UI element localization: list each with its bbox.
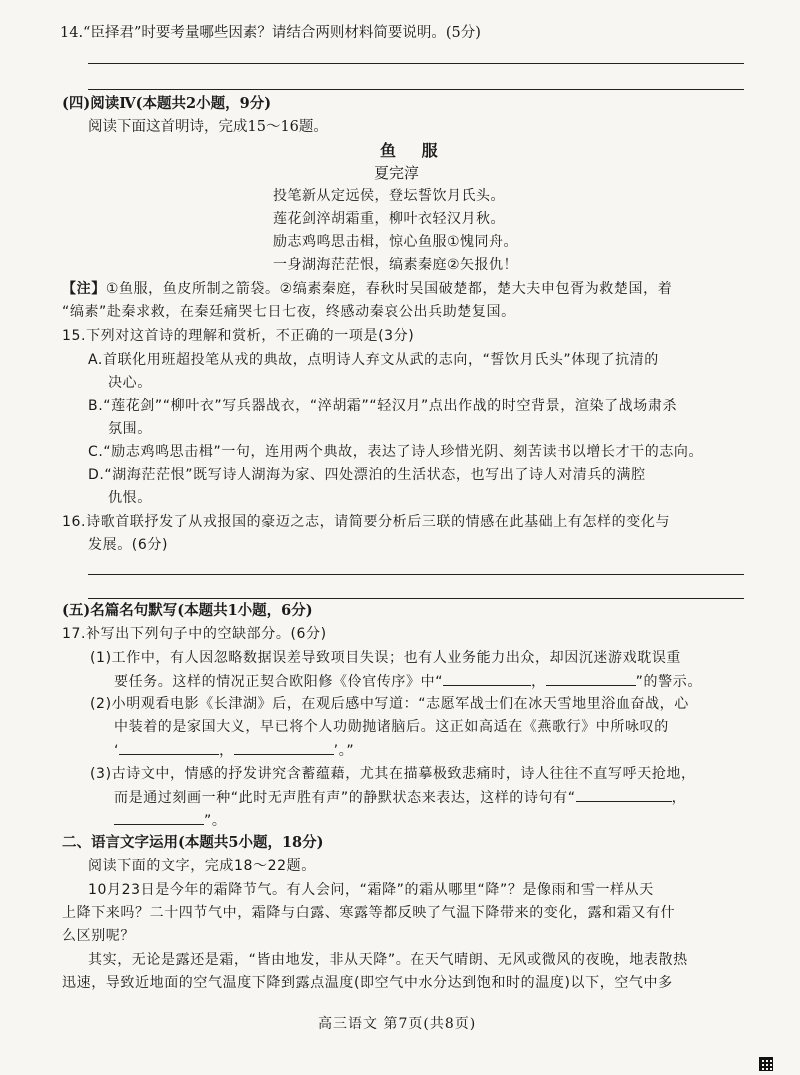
part-2-heading: 二、语言文字运用(本题共5小题，18分) <box>62 834 324 851</box>
fill-blank[interactable] <box>119 740 219 755</box>
qr-code-icon <box>759 1057 773 1071</box>
fill-blank[interactable] <box>114 810 204 825</box>
paragraph-2-line: 迅速，导致近地面的空气温度下降到露点温度(即空气中水分达到饱和时的温度)以下，空气中多 <box>62 975 673 991</box>
poem-note-cont: “缟素”赴秦求救，在秦廷痛哭七日七夜，终感动秦哀公出兵助楚复国。 <box>62 304 516 320</box>
q17-item-3-close: ”。 <box>204 813 227 829</box>
note-text: ①鱼服，鱼皮所制之箭袋。②缟素秦庭，春秋时吴国破楚都，楚大夫申包胥为救楚国，着 <box>105 281 673 297</box>
paragraph-1: 10月23日是今年的霜降节气。有人会问，“霜降”的霜从哪里“降”？是像雨和雪一样从天 <box>88 882 654 898</box>
q17-item-3-text: 而是通过刻画一种“此时无声胜有声”的静默状态来表达，这样的诗句有“ <box>114 790 576 806</box>
answer-line <box>88 598 744 599</box>
q17-item-3-end <box>114 810 226 831</box>
quote-close: ’。” <box>333 743 355 759</box>
page-footer: 高三语文 第7页(共8页) <box>318 1016 477 1032</box>
poem-title: 鱼 服 <box>380 141 448 160</box>
option-c: C.“励志鸡鸣思击楫”一句，连用两个典故，表达了诗人珍惜光阴、刻苦读书以增长才干的志向。 <box>88 444 704 460</box>
q17-item-2-sep: ， <box>219 743 234 759</box>
fill-blank[interactable] <box>576 787 672 802</box>
fill-blank[interactable] <box>443 671 531 686</box>
option-b: B.“莲花剑”“柳叶衣”写兵器战衣，“淬胡霜”“轻汉月”点出作战的时空背景，渲染了战场肃杀 <box>88 398 678 414</box>
q17-item-2-cont: 中装着的是家国大义，早已将个人功勋抛诸脑后。这正如高适在《燕歌行》中所咏叹的 <box>114 719 669 735</box>
poem-line: 莲花剑淬胡霜重，柳叶衣轻汉月秋。 <box>273 211 505 227</box>
poem-author: 夏完淳 <box>374 164 420 182</box>
q17-item-2: (2)小明观看电影《长津湖》后，在观后感中写道：“志愿军战士们在冰天雪地里浴血奋战，心 <box>90 696 689 712</box>
question-14: 14.“臣择君”时要考量哪些因素？请结合两则材料简要说明。(5分) <box>60 25 481 41</box>
poem-line: 投笔新从定远侯，登坛誓饮月氏头。 <box>273 188 505 204</box>
option-d-cont: 仇恨。 <box>108 490 152 506</box>
question-17: 17.补写出下列句子中的空缺部分。(6分) <box>62 626 327 642</box>
note-label: 【注】 <box>62 281 106 297</box>
option-b-cont: 氛围。 <box>108 421 152 437</box>
paragraph-2: 其实，无论是露还是霜，“皆由地发，非从天降”。在天气晴朗、无风或微风的夜晚，地表散热 <box>88 952 688 968</box>
q17-item-2-blanks <box>114 740 354 761</box>
answer-line <box>88 63 744 64</box>
option-d: D.“湖海茫茫恨”既写诗人湖海为家、四处漂泊的生活状态，也写出了诗人对清兵的满腔 <box>88 467 646 483</box>
option-a-cont: 决心。 <box>108 375 152 391</box>
q17-item-1-text: 要任务。这样的情况正契合欧阳修《伶官传序》中“ <box>114 674 444 690</box>
poem-note <box>62 279 672 299</box>
paragraph-1-line: 么区别呢？ <box>62 928 135 944</box>
q17-item-3-sep: ， <box>671 790 687 806</box>
answer-line <box>88 89 744 90</box>
option-a: A.首联化用班超投笔从戎的典故，点明诗人弃文从武的志向，“誓饮月氏头”体现了抗清的 <box>88 352 659 368</box>
question-15: 15.下列对这首诗的理解和赏析，不正确的一项是(3分) <box>62 328 415 344</box>
poem-line: 励志鸡鸣思击楫，惊心鱼服①愧同舟。 <box>273 234 519 250</box>
quote-open: ‘ <box>114 743 120 759</box>
question-16: 16.诗歌首联抒发了从戎报国的豪迈之志，请简要分析后三联的情感在此基础上有怎样的变化与 <box>62 514 671 530</box>
section-4-heading: (四)阅读Ⅳ(本题共2小题，9分) <box>62 95 272 112</box>
q17-item-1: (1)工作中，有人因忽略数据误差导致项目失误；也有人业务能力出众，却因沉迷游戏耽误重 <box>90 650 682 666</box>
fill-blank[interactable] <box>234 740 334 755</box>
poem-line: 一身湖海茫茫恨，缟素秦庭②矢报仇！ <box>273 257 519 273</box>
q17-item-1-end: ”的警示。 <box>635 674 702 690</box>
part-2-instruction: 阅读下面的文字，完成18～22题。 <box>88 858 316 874</box>
q17-item-1-cont <box>114 671 702 692</box>
section-5-heading: (五)名篇名句默写(本题共1小题，6分) <box>62 602 313 619</box>
q17-item-3: (3)古诗文中，情感的抒发讲究含蓄蕴藉，尤其在描摹极致悲痛时，诗人往往不直写呼天抢地， <box>90 766 696 782</box>
q17-item-3-cont <box>114 787 686 808</box>
fill-blank[interactable] <box>546 671 636 686</box>
q17-item-1-sep: ， <box>531 674 546 690</box>
section-4-instruction: 阅读下面这首明诗，完成15～16题。 <box>88 119 328 135</box>
question-16-cont: 发展。(6分) <box>88 537 169 553</box>
answer-line <box>88 574 744 575</box>
paragraph-1-line: 上降下来吗？二十四节气中，霜降与白露、寒露等都反映了气温下降带来的变化，露和霜又有什 <box>62 905 676 921</box>
